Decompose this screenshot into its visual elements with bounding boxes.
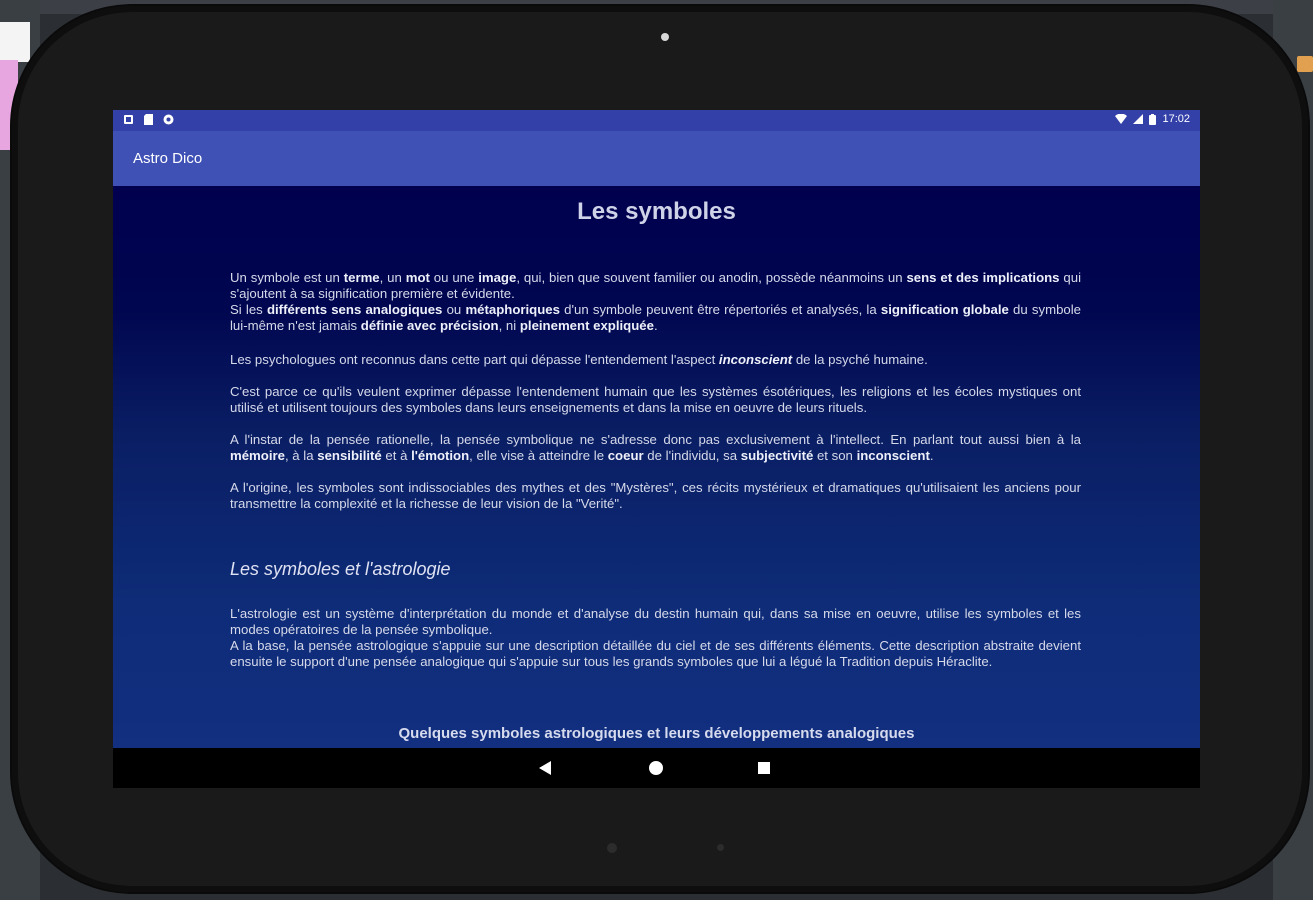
notification-icon [123,114,134,125]
recents-icon[interactable] [758,762,770,774]
settings-icon [163,114,174,125]
paragraph-origine: A l'origine, les symboles sont indissociables des mythes et des "Mystères", ces récits mystérieux et dramatiques qu'utilisaient les anciens pour transmettre la complexité et la richesse de leur vision de la "Verité". [230,480,1081,511]
sensor-dot [717,844,724,851]
device-screen [113,110,1200,788]
signal-icon [1133,114,1143,124]
sensor-dot [607,843,617,853]
back-icon[interactable] [539,761,551,775]
battery-icon [1149,114,1156,125]
status-bar [113,110,1200,131]
paragraph-astrologie: L'astrologie est un système d'interprétation du monde et d'analyse du destin humain qui, dans sa mise en oeuvre, utilise les symboles et les modes opératoires de la pensée symbolique. A la base, la pensée astrologique s'appuie sur une description détaillée du ciel et de ses différents éléments. Cette description abstraite devient ensuite le support d'une pensée analogique qui s'appuie sur tous les grands symboles que lui a légué la Tradition depuis Héraclite. [230,606,1081,669]
page-title: Les symboles [577,198,736,225]
status-time: 17:02 [1162,113,1190,125]
section-title: Les symboles et l'astrologie [230,559,451,579]
paragraph-pensee-symbolique: A l'instar de la pensée rationelle, la pensée symbolique ne s'adresse donc pas exclusivement à l'intellect. En parlant tout aussi bien à la mémoire, à la sensibilité et à l'émotion, elle vise à atteindre le coeur de l'individu, sa subjectivité et son inconscient. [230,432,1081,463]
app-bar [113,131,1200,186]
desktop-window-fragment [0,22,30,62]
home-icon[interactable] [649,761,663,775]
paragraph-intro: Un symbole est un terme, un mot ou une image, qui, bien que souvent familier ou anodin, possède néanmoins un sens et des implications qui s'ajoutent à sa signification première et évidente. Si les différents sens analogiques ou métaphoriques d'un symbole peuvent être répertoriés et analysés, la signification globale du symbole lui-même n'est jamais définie avec précision, ni pleinement expliquée. [230,270,1082,333]
front-camera-icon [661,33,669,41]
subsection-title: Quelques symboles astrologiques et leurs développements analogiques [398,725,915,742]
paragraph-esoterisme: C'est parce ce qu'ils veulent exprimer dépasse l'entendement humain que les systèmes ésotériques, les religions et les écoles mystiques ont utilisé et utilisent toujours des symboles dans leurs enseignements et dans la mise en oeuvre de leurs rituels. [230,384,1081,415]
sd-card-icon [143,114,154,125]
article-scroll-view[interactable] [113,186,1200,748]
wifi-icon [1115,114,1127,124]
navigation-bar [113,748,1200,788]
desktop-folder-icon [1297,56,1313,72]
app-title: Astro Dico [133,150,203,167]
paragraph-psychologues: Les psychologues ont reconnus dans cette part qui dépasse l'entendement l'aspect inconscient de la psyché humaine. [230,352,928,367]
